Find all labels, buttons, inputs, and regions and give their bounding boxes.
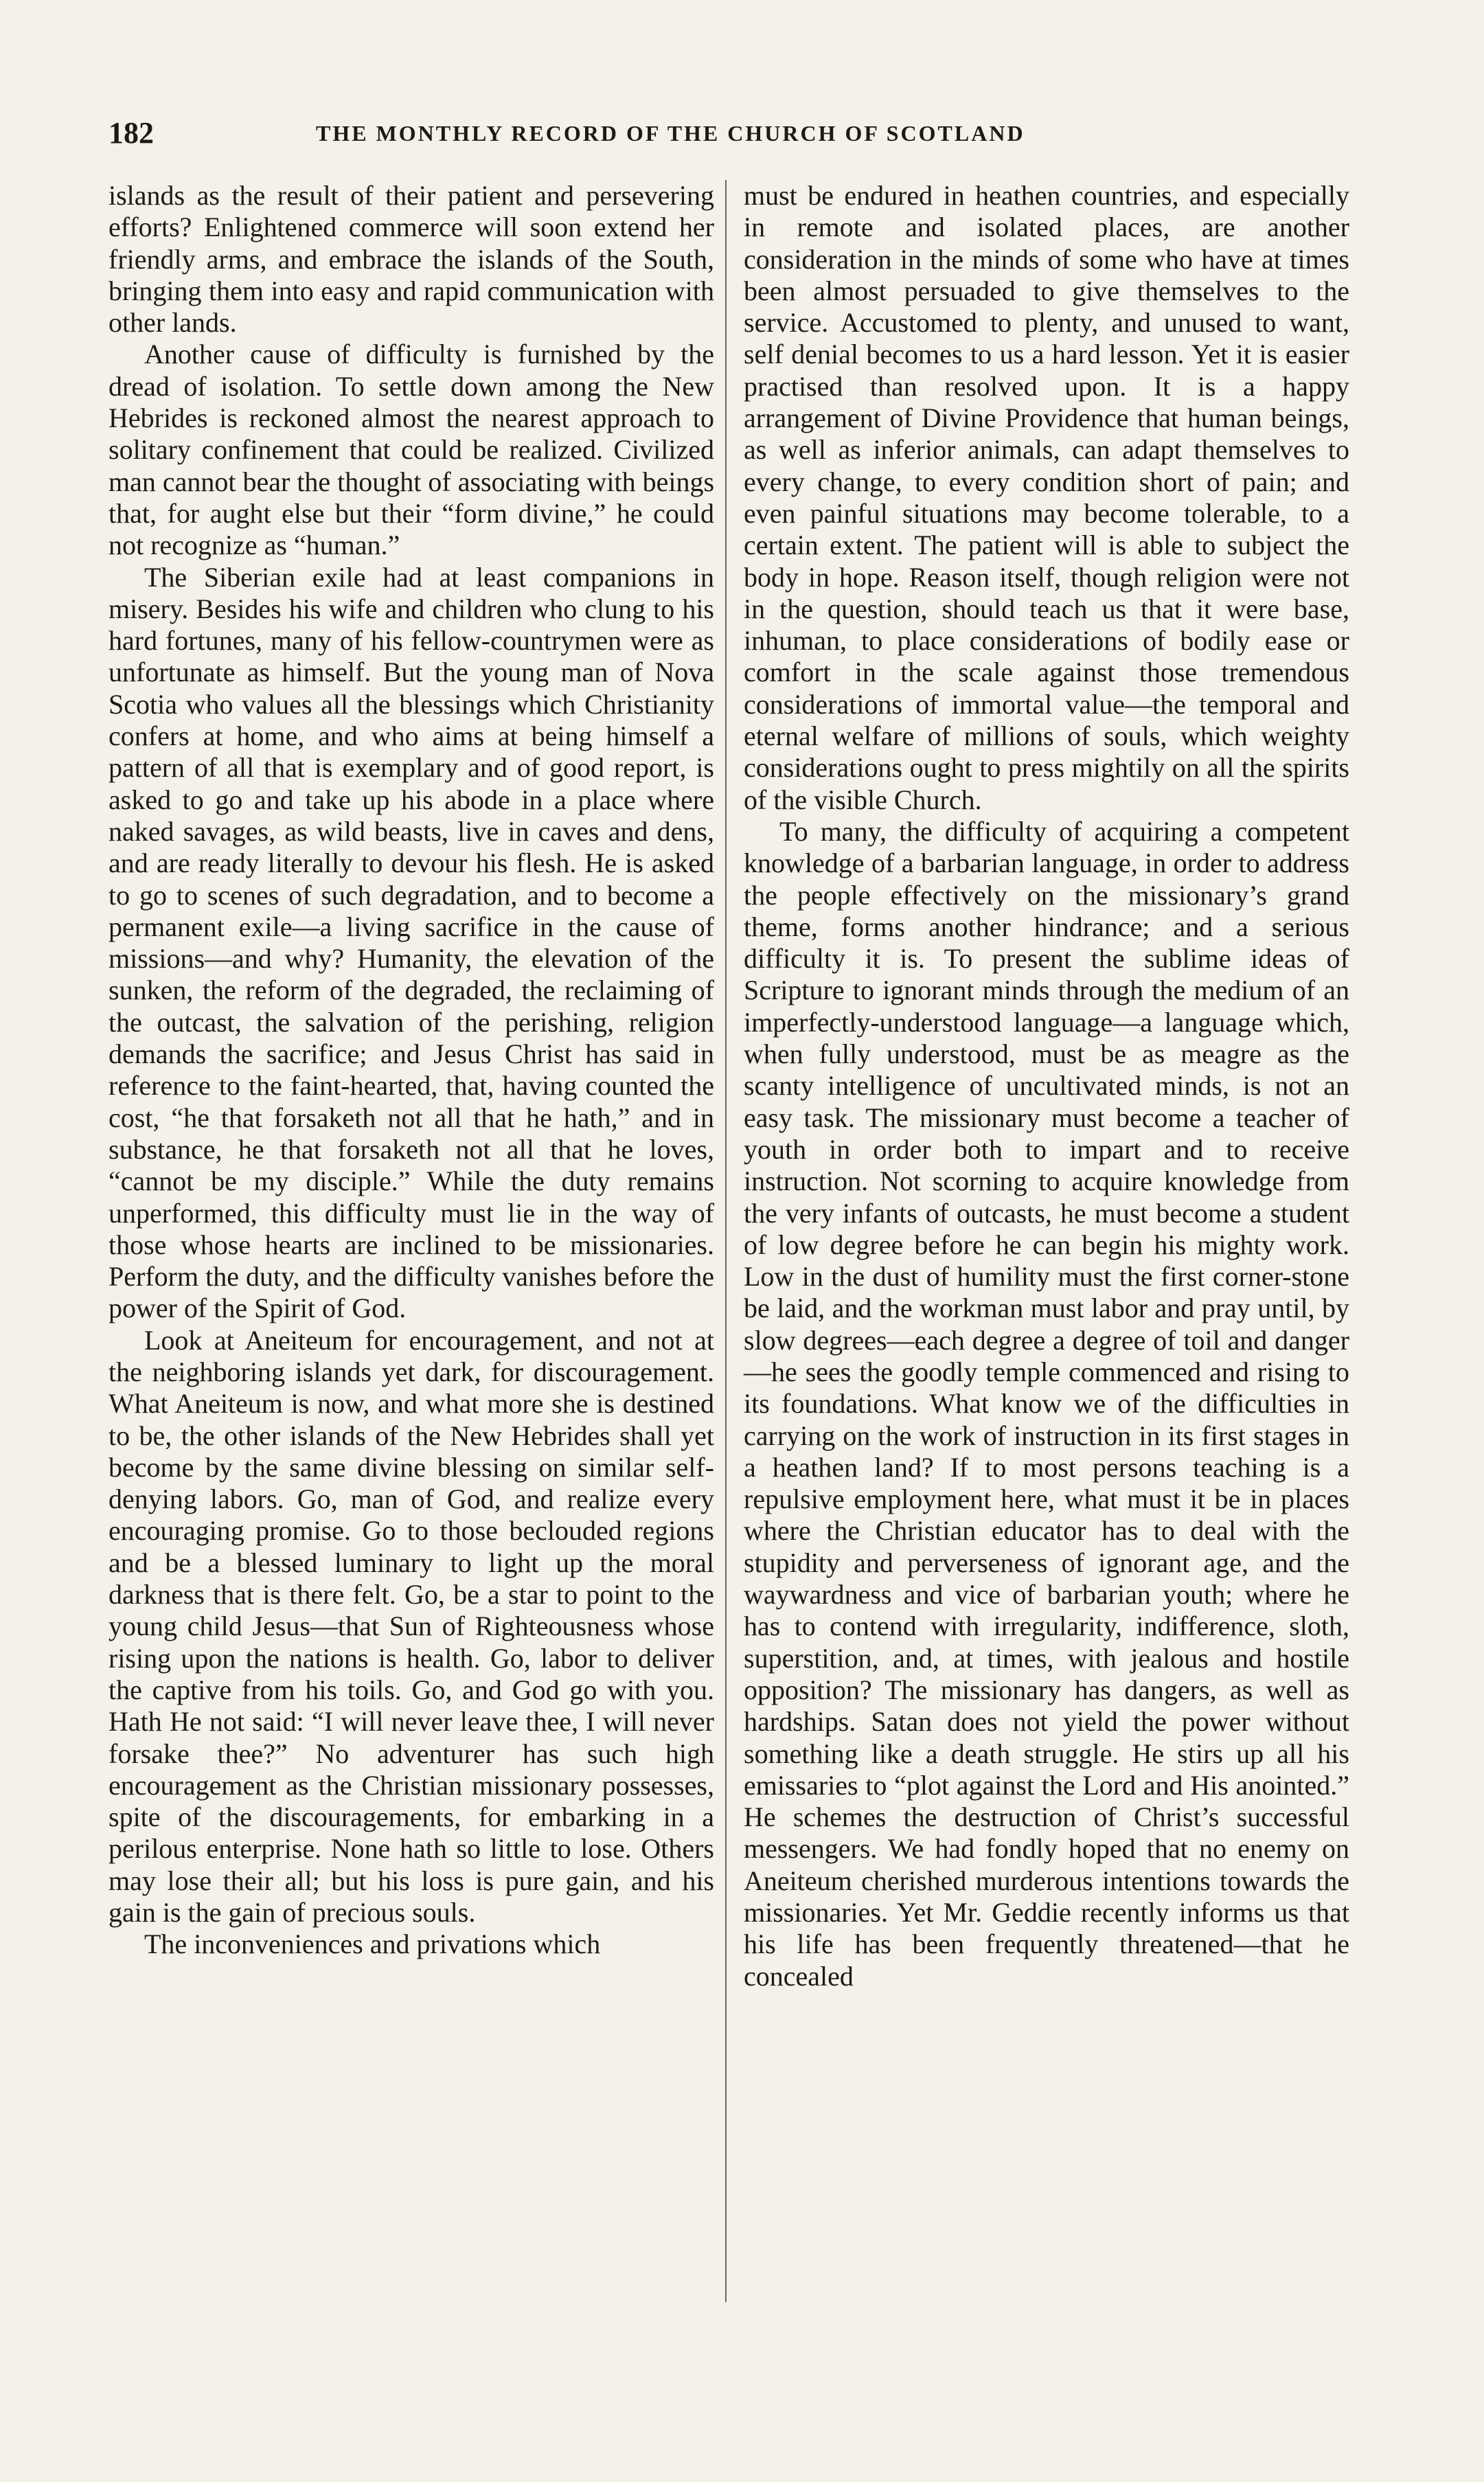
paragraph: islands as the result of their patient and persevering efforts? Enlightened commerce will soon extend her friendly arms, and embrace the islands of the South, bringing them into easy and rapid communication with other lands. bbox=[109, 180, 714, 339]
column-rule bbox=[725, 180, 727, 2302]
left-column bbox=[109, 180, 714, 1961]
page-number: 182 bbox=[109, 116, 154, 150]
right-column bbox=[744, 180, 1349, 1992]
paragraph: The Siberian exile had at least companions in misery. Besides his wife and children who clung to his hard fortunes, many of his fellow-countrymen were as unfortunate as himself. But the young man of Nova Scotia who values all the blessings which Christianity confers at home, and who aims at being himself a pattern of all that is exemplary and of good report, is asked to go and take up his abode in a place where naked savages, as wild beasts, live in caves and dens, and are ready literally to devour his flesh. He is asked to go to scenes of such degradation, and to become a permanent exile—a living sacrifice in the cause of missions—and why? Humanity, the elevation of the sunken, the reform of the degraded, the reclaiming of the outcast, the salvation of the perishing, religion demands the sacrifice; and Jesus Christ has said in reference to the faint-hearted, that, having counted the cost, “he that forsaketh not all that he hath,” and in substance, he that forsaketh not all that he loves, “cannot be my disciple.” While the duty remains unperformed, this difficulty must lie in the way of those whose hearts are inclined to be missionaries. Perform the duty, and the difficulty vanishes before the power of the Spirit of God. bbox=[109, 561, 714, 1324]
running-head: THE MONTHLY RECORD OF THE CHURCH OF SCOTLAND bbox=[316, 121, 1025, 146]
paragraph: Look at Aneiteum for encouragement, and not at the neighboring islands yet dark, for discouragement. What Aneiteum is now, and what more she is destined to be, the other islands of the New Hebrides shall yet become by the same divine blessing on similar self-denying labors. Go, man of God, and realize every encouraging promise. Go to those beclouded regions and be a blessed luminary to light up the moral darkness that is there felt. Go, be a star to point to the young child Jesus—that Sun of Righteousness whose rising upon the nations is health. Go, labor to deliver the captive from his toils. Go, and God go with you. Hath He not said: “I will never leave thee, I will never forsake thee?” No adventurer has such high encouragement as the Christian missionary possesses, spite of the discouragements, for embarking in a perilous enterprise. None hath so little to lose. Others may lose their all; but his loss is pure gain, and his gain is the gain of precious souls. bbox=[109, 1324, 714, 1928]
paragraph: Another cause of difficulty is furnished by the dread of isolation. To settle down among the New Hebrides is reckoned almost the nearest approach to solitary confinement that could be realized. Civilized man cannot bear the thought of associating with beings that, for aught else but their “form divine,” he could not recognize as “human.” bbox=[109, 339, 715, 561]
paragraph: must be endured in heathen countries, and especially in remote and isolated places, are another consideration in the minds of some who have at times been almost persuaded to give themselves to the service. Accustomed to plenty, and unused to want, self denial becomes to us a hard lesson. Yet it is easier practised than resolved upon. It is a happy arrangement of Divine Providence that human beings, as well as inferior animals, can adapt themselves to every change, to every condition short of pain; and even painful situations may become tolerable, to a certain extent. The patient will is able to subject the body in hope. Reason itself, though religion were not in the question, should teach us that it were base, inhuman, to place considerations of bodily ease or comfort in the scale against those tremendous considerations of immortal value—the temporal and eternal welfare of millions of souls, which weighty considerations ought to press mightily on all the spirits of the visible Church. bbox=[744, 180, 1349, 815]
paragraph: The inconveniences and privations which bbox=[144, 1928, 601, 1960]
paragraph: To many, the difficulty of acquiring a competent knowledge of a barbarian language, in order to address the people effectively on the missionary’s grand theme, forms another hindrance; and a serious difficulty it is. To present the sublime ideas of Scripture to ignorant minds through the medium of an imperfectly-understood language—a language which, when fully understood, must be as meagre as the scanty intelligence of uncultivated minds, is not an easy task. The missionary must become a teacher of youth in order both to impart and to receive instruction. Not scorning to acquire knowledge from the very infants of outcasts, he must become a student of low degree before he can begin his mighty work. Low in the dust of humility must the first corner-stone be laid, and the workman must labor and pray until, by slow degrees—each degree a degree of toil and danger—he sees the goodly temple commenced and rising to its foundations. What know we of the difficulties in carrying on the work of instruction in its first stages in a heathen land? If to most persons teaching is a repulsive employment here, what must it be in places where the Christian educator has to deal with the stupidity and perverseness of ignorant age, and the waywardness and vice of barbarian youth; where he has to contend with irregularity, indifference, sloth, superstition, and, at times, with jealous and hostile opposition? The missionary has dangers, as well as hardships. Satan does not yield the power without something like a death struggle. He stirs up all his emissaries to “plot against the Lord and His anointed.” He schemes the destruction of Christ’s successful messengers. We had fondly hoped that no enemy on Aneiteum cherished murderous intentions towards the missionaries. Yet Mr. Geddie recently informs us that his life has been frequently threatened—that he concealed bbox=[744, 815, 1349, 1992]
